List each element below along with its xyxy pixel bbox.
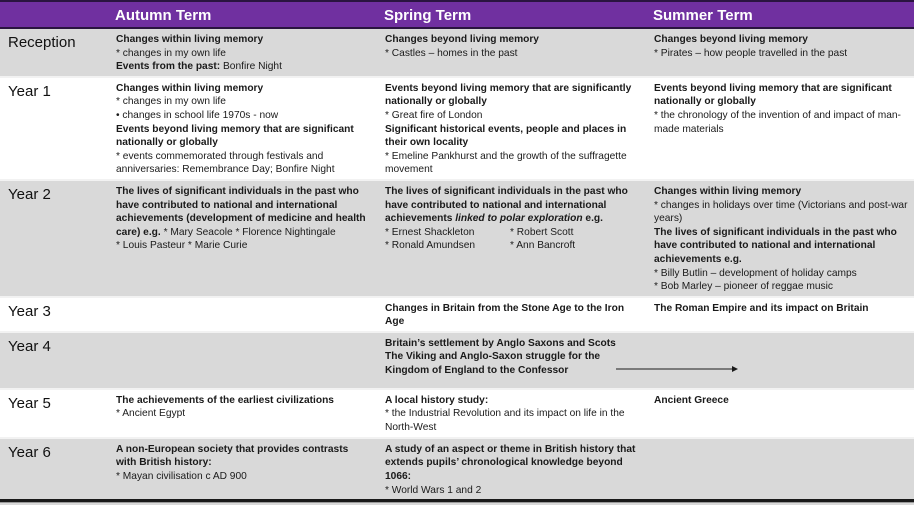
spring-cell	[377, 77, 646, 180]
topic-heading: Changes within living memory	[116, 82, 264, 94]
topic-item: * changes in my own life	[116, 47, 226, 59]
topic-heading: Changes within living memory	[654, 185, 802, 197]
topic-item: * Pirates – how people travelled in the past	[654, 47, 848, 59]
topic-heading: The achievements of the earliest civilizations	[116, 394, 334, 406]
summer-cell	[646, 28, 914, 77]
table-row-year-4	[0, 332, 914, 389]
summer-cell	[646, 297, 914, 332]
topic-heading: Ancient Greece	[654, 394, 729, 406]
topic-item: * Robert Scott	[510, 226, 574, 238]
topic-item: * Ancient Egypt	[116, 408, 186, 420]
explorer-list	[385, 226, 640, 240]
summer-cell	[646, 77, 914, 180]
topic-item: * Great fire of London	[385, 109, 483, 121]
topic-item: * events commemorated through festivals and anniversaries: Remembrance Day; Bonfire Night	[116, 150, 335, 176]
topic-heading: Events beyond living memory that are significant nationally or globally	[116, 123, 354, 149]
topic-heading: Britain’s settlement by Anglo Saxons and Scots	[385, 337, 616, 349]
topic-heading: Events from the past:	[116, 61, 221, 73]
topic-item: Bonfire Night	[220, 61, 282, 73]
topic-item: * World Wars 1 and 2	[385, 484, 482, 496]
autumn-cell	[108, 77, 377, 180]
topic-heading: Events beyond living memory that are significant nationally or globally	[654, 82, 892, 108]
table-row-year-6	[0, 438, 914, 505]
topic-item: * Castles – homes in the past	[385, 47, 518, 59]
table-row-year-1	[0, 77, 914, 180]
spring-cell	[377, 438, 646, 505]
topic-heading: The lives of significant individuals in the past who have contributed to national and international achievements e.g.	[654, 226, 897, 265]
topic-heading: The lives of significant individuals in the past who have contributed to national and international achievements (development of medicine and health care) e.g.	[116, 185, 366, 238]
topic-item: * Billy Butlin – development of holiday camps	[654, 267, 857, 279]
header-spring-term: Spring Term	[384, 7, 472, 24]
topic-heading: Events beyond living memory that are significantly nationally or globally	[385, 82, 632, 108]
topic-heading: Changes beyond living memory	[654, 34, 808, 45]
spring-cell	[377, 332, 646, 389]
summer-cell	[646, 438, 914, 505]
topic-item: * Mary Seacole * Florence Nightingale	[160, 226, 336, 238]
topic-heading: A local history study:	[385, 394, 489, 406]
topic-item: * Emeline Pankhurst and the growth of the suffragette movement	[385, 150, 627, 176]
year-label: Year 4	[0, 332, 108, 389]
autumn-cell	[108, 438, 377, 505]
topic-heading-emphasis: linked to polar exploration	[455, 213, 583, 225]
topic-heading: A non-European society that provides contrasts with British history:	[116, 443, 349, 469]
year-label: Year 6	[8, 443, 51, 461]
spring-cell	[377, 389, 646, 438]
topic-heading: Changes in Britain from the Stone Age to the Iron Age	[385, 302, 625, 328]
explorer-list	[385, 239, 640, 253]
topic-heading: e.g.	[582, 213, 603, 225]
summer-cell	[646, 389, 914, 438]
year-label: Year 5	[0, 389, 108, 438]
topic-item: * Mayan civilisation c AD 900	[116, 471, 247, 483]
autumn-cell	[108, 332, 377, 389]
autumn-cell	[108, 180, 377, 297]
topic-item: * changes in my own life	[116, 96, 226, 108]
table-row-year-5	[0, 389, 914, 438]
spring-cell	[377, 28, 646, 77]
summer-cell	[646, 332, 914, 389]
topic-item: * the Industrial Revolution and its impact on life in the North-West	[385, 408, 625, 434]
topic-heading: A study of an aspect or theme in British history that extends pupils’ chronological knowledge beyond 1066:	[385, 443, 636, 483]
spring-cell	[377, 180, 646, 297]
topic-heading: The Roman Empire and its impact on Britain	[654, 302, 869, 314]
topic-item: * Louis Pasteur * Marie Curie	[116, 240, 248, 252]
topic-heading: The lives of significant individuals in the past who have contributed to national and international achievements	[385, 185, 628, 225]
topic-item: * changes in holidays over time (Victorians and post-war years)	[654, 199, 908, 225]
summer-cell	[646, 180, 914, 297]
topic-heading: Significant historical events, people and places in their own locality	[385, 123, 627, 149]
topic-heading: Changes within living memory	[116, 34, 264, 45]
topic-item: * Bob Marley – pioneer of reggae music	[654, 281, 833, 293]
year-label: Year 3	[0, 297, 108, 332]
header-summer-term: Summer Term	[653, 7, 753, 24]
topic-item: * Ann Bancroft	[510, 240, 576, 252]
topic-item: * Ernest Shackleton	[385, 226, 475, 238]
table-row-year-2	[0, 180, 914, 297]
header-autumn-term: Autumn Term	[115, 7, 212, 24]
header-row	[0, 1, 914, 28]
header-corner	[0, 1, 108, 28]
topic-heading: Changes beyond living memory	[385, 34, 539, 45]
year-label: Year 2	[0, 180, 108, 297]
year-label: Year 1	[0, 77, 108, 180]
continuation-arrow-icon	[616, 366, 738, 372]
topic-item: • changes in school life 1970s - now	[116, 109, 279, 121]
year-label: Reception	[0, 28, 108, 77]
autumn-cell	[108, 389, 377, 438]
topic-item: * the chronology of the invention of and impact of man-made materials	[654, 109, 901, 135]
spring-cell	[377, 297, 646, 332]
topic-heading: The Viking and Anglo-Saxon struggle for the Kingdom of England to the Confessor	[385, 351, 601, 377]
autumn-cell	[108, 297, 377, 332]
autumn-cell	[108, 28, 377, 77]
table-row-reception	[0, 28, 914, 77]
topic-item: * Ronald Amundsen	[385, 240, 476, 252]
table-row-year-3	[0, 297, 914, 332]
table-bottom-border-shadow	[0, 502, 914, 503]
